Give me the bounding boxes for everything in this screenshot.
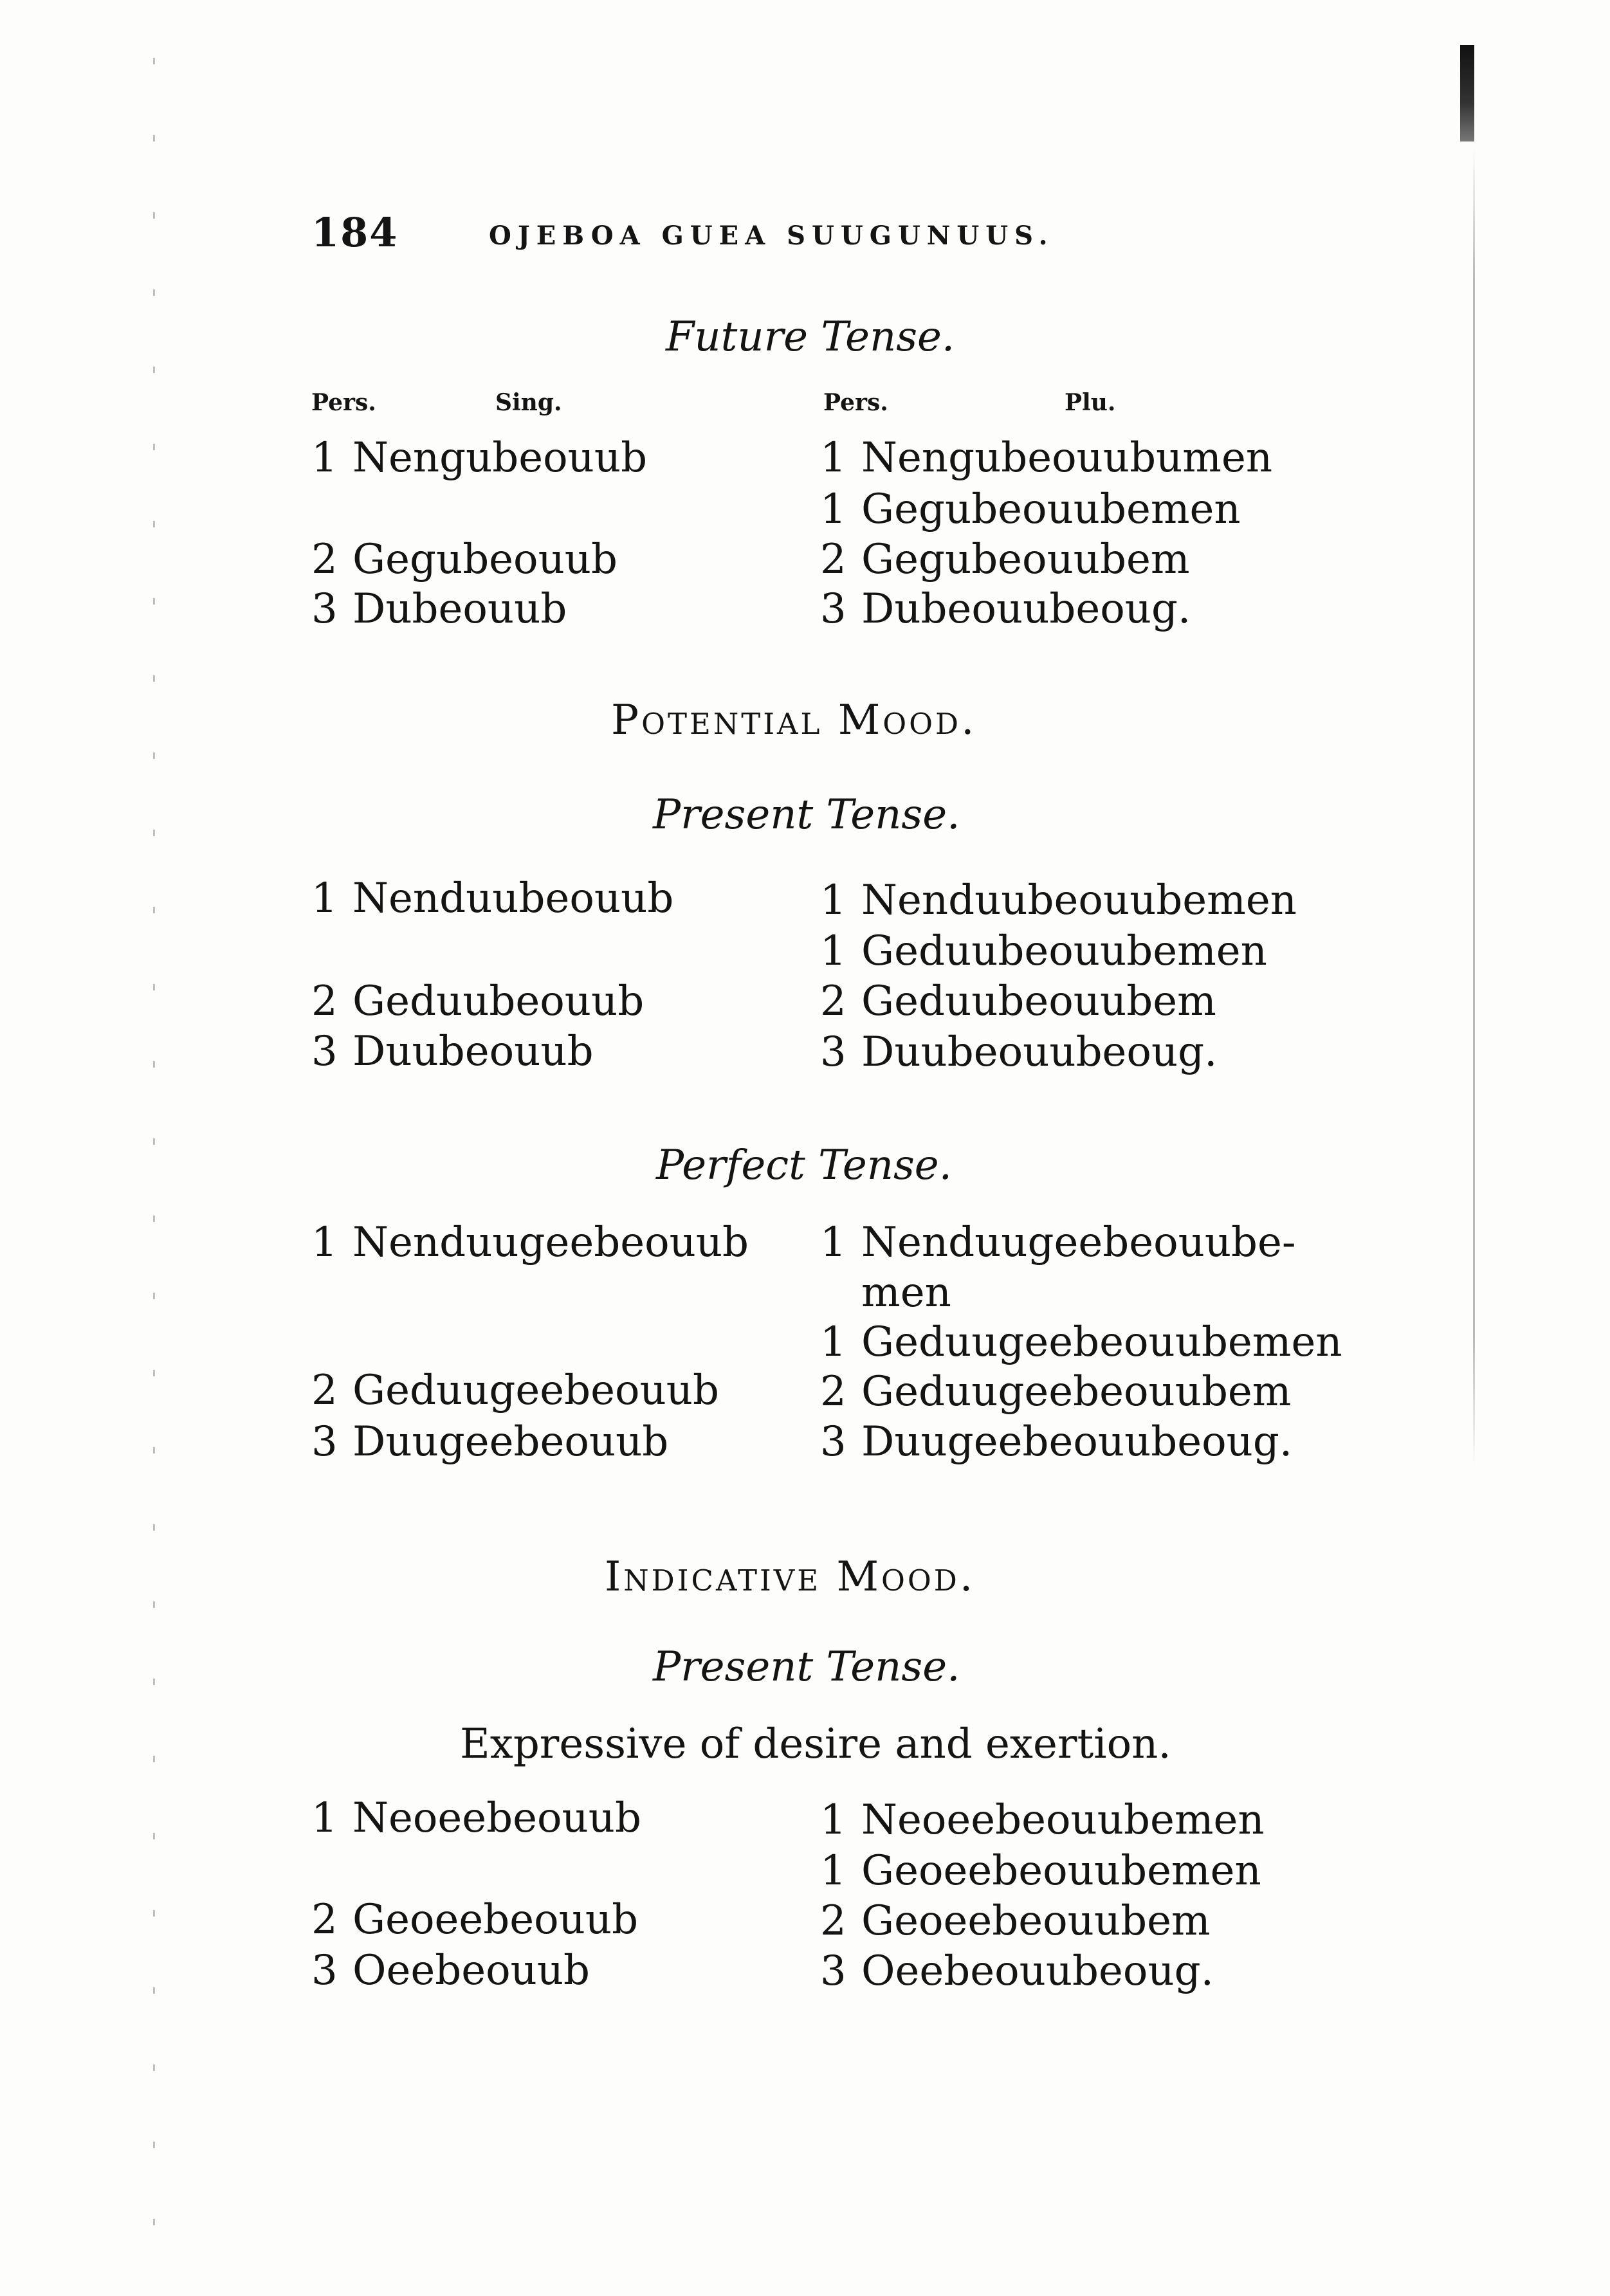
potential-present-plu-row-4: 3 Duubeouubeoug.	[820, 1028, 1218, 1076]
potential-perfect-plu-row-2: 1 Geduugeebeouubemen	[820, 1318, 1342, 1366]
potential-present-plu-row-3: 2 Geduubeouubem	[820, 978, 1216, 1025]
potential-present-sing-row-2: 2 Geduubeouub	[311, 978, 645, 1025]
indicative-present-note: Expressive of desire and exertion.	[460, 1720, 1171, 1768]
potential-perfect-plu-row-4: 3 Duugeebeouubeoug.	[820, 1418, 1293, 1466]
potential-mood-heading: Potential Mood.	[611, 697, 977, 744]
potential-perfect-plu-row-1-cont: men	[861, 1269, 951, 1317]
potential-perfect-sing-row-3: 3 Duugeebeouub	[311, 1418, 669, 1466]
potential-present-sing-row-3: 3 Duubeouub	[311, 1028, 594, 1075]
indicative-present-sing-row-2: 2 Geoeebeouub	[311, 1896, 639, 1944]
future-plu-row-3: 2 Gegubeouubem	[820, 536, 1190, 583]
potential-perfect-plu-row-3: 2 Geduugeebeouubem	[820, 1368, 1292, 1416]
binding-edge	[1460, 45, 1474, 141]
potential-perfect-sing-row-2: 2 Geduugeebeouub	[311, 1367, 719, 1414]
future-sing-row-1: 1 Nengubeouub	[311, 434, 648, 482]
future-plu-row-1: 1 Nengubeouubumen	[820, 434, 1273, 482]
col-header-pers-left: Pers.	[311, 389, 376, 416]
running-title: OJEBOA GUEA SUUGUNUUS.	[489, 221, 1054, 251]
future-sing-row-2: 2 Gegubeouub	[311, 536, 617, 583]
indicative-present-sing-row-1: 1 Neoeebeouub	[311, 1794, 641, 1842]
potential-present-plu-row-2: 1 Geduubeouubemen	[820, 927, 1267, 975]
potential-perfect-plu-row-1: 1 Nenduugeebeouube-	[820, 1219, 1296, 1266]
indicative-present-plu-row-2: 1 Geoeebeouubemen	[820, 1847, 1261, 1895]
potential-perfect-sing-row-1: 1 Nenduugeebeouub	[311, 1219, 749, 1266]
potential-present-title: Present Tense.	[653, 791, 960, 839]
col-header-pers-right: Pers.	[823, 389, 888, 416]
potential-perfect-title: Perfect Tense.	[656, 1142, 952, 1189]
indicative-present-plu-row-4: 3 Oeebeouubeoug.	[820, 1947, 1214, 1995]
scan-margin-specks	[153, 58, 155, 2245]
future-sing-row-3: 3 Dubeouub	[311, 585, 567, 633]
indicative-mood-heading: Indicative Mood.	[605, 1553, 976, 1601]
page-number: 184	[311, 209, 399, 256]
future-plu-row-2: 1 Gegubeouubemen	[820, 486, 1241, 533]
future-plu-row-4: 3 Dubeouubeoug.	[820, 585, 1191, 633]
indicative-present-sing-row-3: 3 Oeebeouub	[311, 1947, 590, 1994]
future-tense-title: Future Tense.	[666, 313, 955, 361]
col-header-plu: Plu.	[1065, 389, 1116, 416]
indicative-present-plu-row-1: 1 Neoeebeouubemen	[820, 1796, 1265, 1844]
potential-present-plu-row-1: 1 Nenduubeouubemen	[820, 877, 1297, 924]
potential-present-sing-row-1: 1 Nenduubeouub	[311, 875, 674, 922]
indicative-present-title: Present Tense.	[653, 1643, 960, 1691]
col-header-sing: Sing.	[495, 389, 562, 416]
page-edge-line	[1473, 148, 1475, 1466]
indicative-present-plu-row-3: 2 Geoeebeouubem	[820, 1897, 1211, 1945]
